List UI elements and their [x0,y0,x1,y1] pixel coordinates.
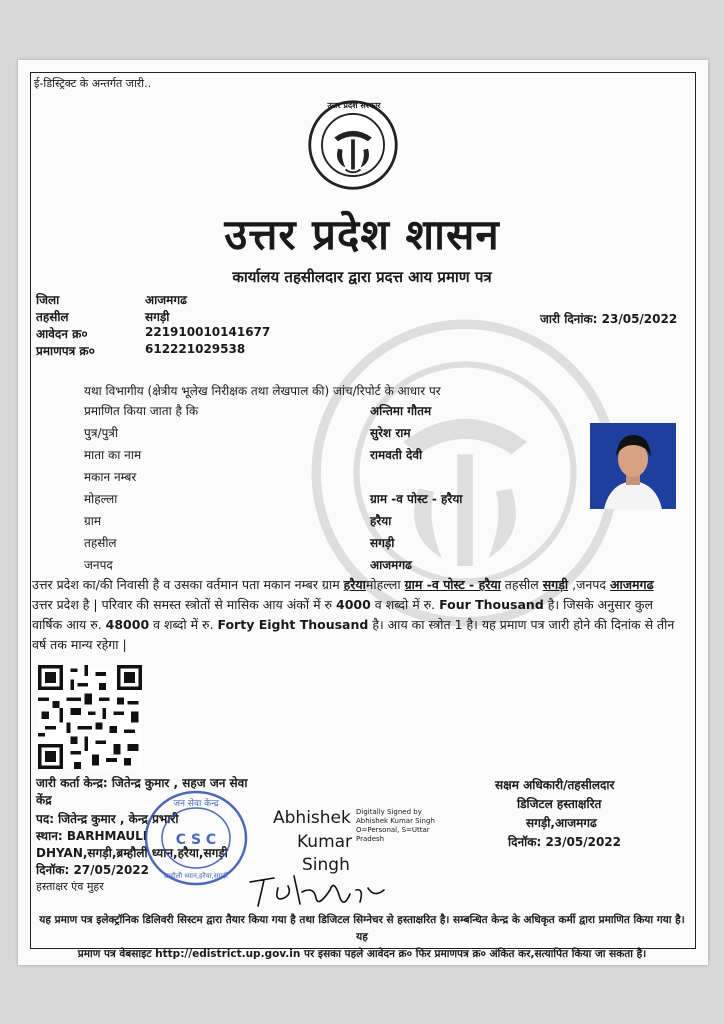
certificate-subtitle: कार्यालय तहसीलदार द्वारा प्रदत्त आय प्रमाण पत्र [232,268,492,286]
detail-value-district: आजमगढ [370,558,412,572]
meta-value-district: आजमगढ [145,293,187,307]
detail-value-village: हरैया [370,514,392,528]
meta-value-certificate: 612221029538 [145,342,246,356]
certificate-footer [32,912,692,963]
applicant-photo [590,423,676,509]
para-text-3: तहसील [500,577,543,592]
issuer-sign-label: हस्ताक्षर एंव मुहर [36,880,104,893]
up-government-emblem-icon [306,98,400,192]
meta-label-certificate: प्रमाणपत्र क्र० [36,344,95,358]
issuer-center-2: केंद्र [36,793,52,807]
detail-label-house: मकान नम्बर [84,470,137,484]
issue-date: जारी दिनांक: 23/05/2022 [540,312,678,326]
meta-label-tehsil: तहसील [36,310,69,324]
meta-label-application: आवेदन क्र० [36,327,88,341]
para-annual-income: 48000 [105,617,150,632]
para-text-6: व शब्दो में रु. [370,597,440,612]
detail-label-parent: पुत्र/पुत्री [84,426,119,440]
detail-value-tehsil: सगड़ी [370,536,395,550]
authority-line-3: सगड़ी,आजमगढ [526,816,597,830]
stamp-top-text: जन सेवा केन्द्र [173,799,219,809]
detail-value-parent: सुरेश राम [370,426,411,440]
stamp-bottom-text: ब्रम्हौली ध्यान,हरैया,सगड़ी [164,872,228,880]
digital-sign-name-3: Singh [302,855,350,875]
district-note: ई-डिस्ट्रिक्ट के अन्तर्गत जारी.. [34,77,152,90]
para-text-2: मोहल्ला [365,577,405,592]
meta-value-application: 221910010141677 [145,325,271,339]
detail-label-village: ग्राम [84,514,102,528]
certificate-paragraph [32,575,677,655]
para-mohalla: ग्राम -व पोस्ट - हरैया [404,577,501,592]
para-village: हरैया [343,577,366,592]
stamp-center-text: C S C [175,832,217,848]
para-text-1: उत्तर प्रदेश का/की निवासी है व उसका वर्तमान पता मकान नम्बर ग्राम [32,577,344,592]
para-text-8: व शब्दो में रु. [149,617,218,632]
issuer-date: दिनॉक: 27/05/2022 [36,863,150,877]
footer-line-1: यह प्रमाण पत्र इलेक्ट्रॉनिक डिलिवरी सिस्टम द्वारा तैयार किया गया है तथा डिजिटल सिग्नेचर से हस्ताक्षरित है। सम्बन्धित केन्द्र के अधिकृत कर्मी द्वारा प्रमाणित किया गया है। यह [39,914,685,943]
issuer-place-2: DHYAN,सगड़ी,ब्रम्हौली ध्यान,हरैया,सगड़ी [36,846,228,860]
digital-sign-small-1: Digitally Signed by [356,808,422,816]
para-district: आजमगढ [610,577,654,592]
authority-line-4: दिनॉक: 23/05/2022 [508,835,622,849]
csc-stamp-icon [142,788,250,888]
detail-label-mother: माता का नाम [84,448,142,462]
detail-value-name: अन्तिमा गौतम [370,404,432,418]
para-text-7: है। जिसके अनुसार कुल वार्षिक आय रु. [32,597,653,632]
para-text-9: है। आय का स्त्रोत 1 है। यह प्रमाण पत्र जारी होने की दिनांक से तीन वर्ष तक मान्य रहेगा | [32,617,675,652]
detail-label-district: जनपद [84,558,113,572]
para-monthly-income: 4000 [336,597,371,612]
digital-sign-name-1: Abhishek [273,808,351,828]
issuer-place: स्थान: BARHMAULI [36,829,148,843]
para-tehsil: सगड़ी [542,577,569,592]
digital-sign-name-2: Kumar [297,832,353,852]
intro-line-1: यथा विभागीय (क्षेत्रीय भूलेख निरीक्षक तथा लेखपाल की) जांच/रिपोर्ट के आधार पर [84,384,441,398]
qr-code[interactable] [38,665,142,769]
detail-value-mohalla: ग्राम -व पोस्ट - हरैया [370,492,463,506]
emblem-text: उत्तर प्रदेश सरकार [327,101,381,110]
authority-line-2: डिजिटल हस्ताक्षरित [517,797,602,811]
para-text-5: उत्तर प्रदेश है | परिवार की समस्त स्त्रोतों से मासिक आय अंकों में रु [32,597,337,612]
detail-value-mother: रामवती देवी [370,448,423,462]
para-annual-words: Forty Eight Thousand [217,617,369,632]
handwritten-signature [244,868,404,912]
digital-sign-small-4: Pradesh [356,835,385,843]
digital-sign-small-3: O=Personal, S=Uttar [356,826,430,834]
issuer-post: पद: जितेन्द्र कुमार , केन्द्र प्रभारी [36,812,179,826]
footer-line-2: प्रमाण पत्र वेबसाइट http://edistrict.up.gov.in पर इसका पहले आवेदन क्र० फिर प्रमाणपत्र क्र० अंकित कर,सत्यापित किया जा सकता है। [77,948,647,960]
para-monthly-words: Four Thousand [439,597,544,612]
page-title: उत्तर प्रदेश शासन [224,210,500,259]
meta-label-district: जिला [36,293,60,307]
detail-label-tehsil: तहसील [84,536,117,550]
detail-label-mohalla: मोहल्ला [84,492,118,506]
issuer-center: जारी कर्ता केन्द्र: जितेन्द्र कुमार , सहज जन सेवा [36,776,248,790]
digital-sign-small-2: Abhishek Kumar Singh [356,817,435,825]
para-text-4: ,जनपद [568,577,610,592]
meta-value-tehsil: सगड़ी [145,310,170,324]
intro-line-2: प्रमाणित किया जाता है कि [84,404,199,418]
authority-line-1: सक्षम अधिकारी/तहसीलदार [495,778,615,792]
